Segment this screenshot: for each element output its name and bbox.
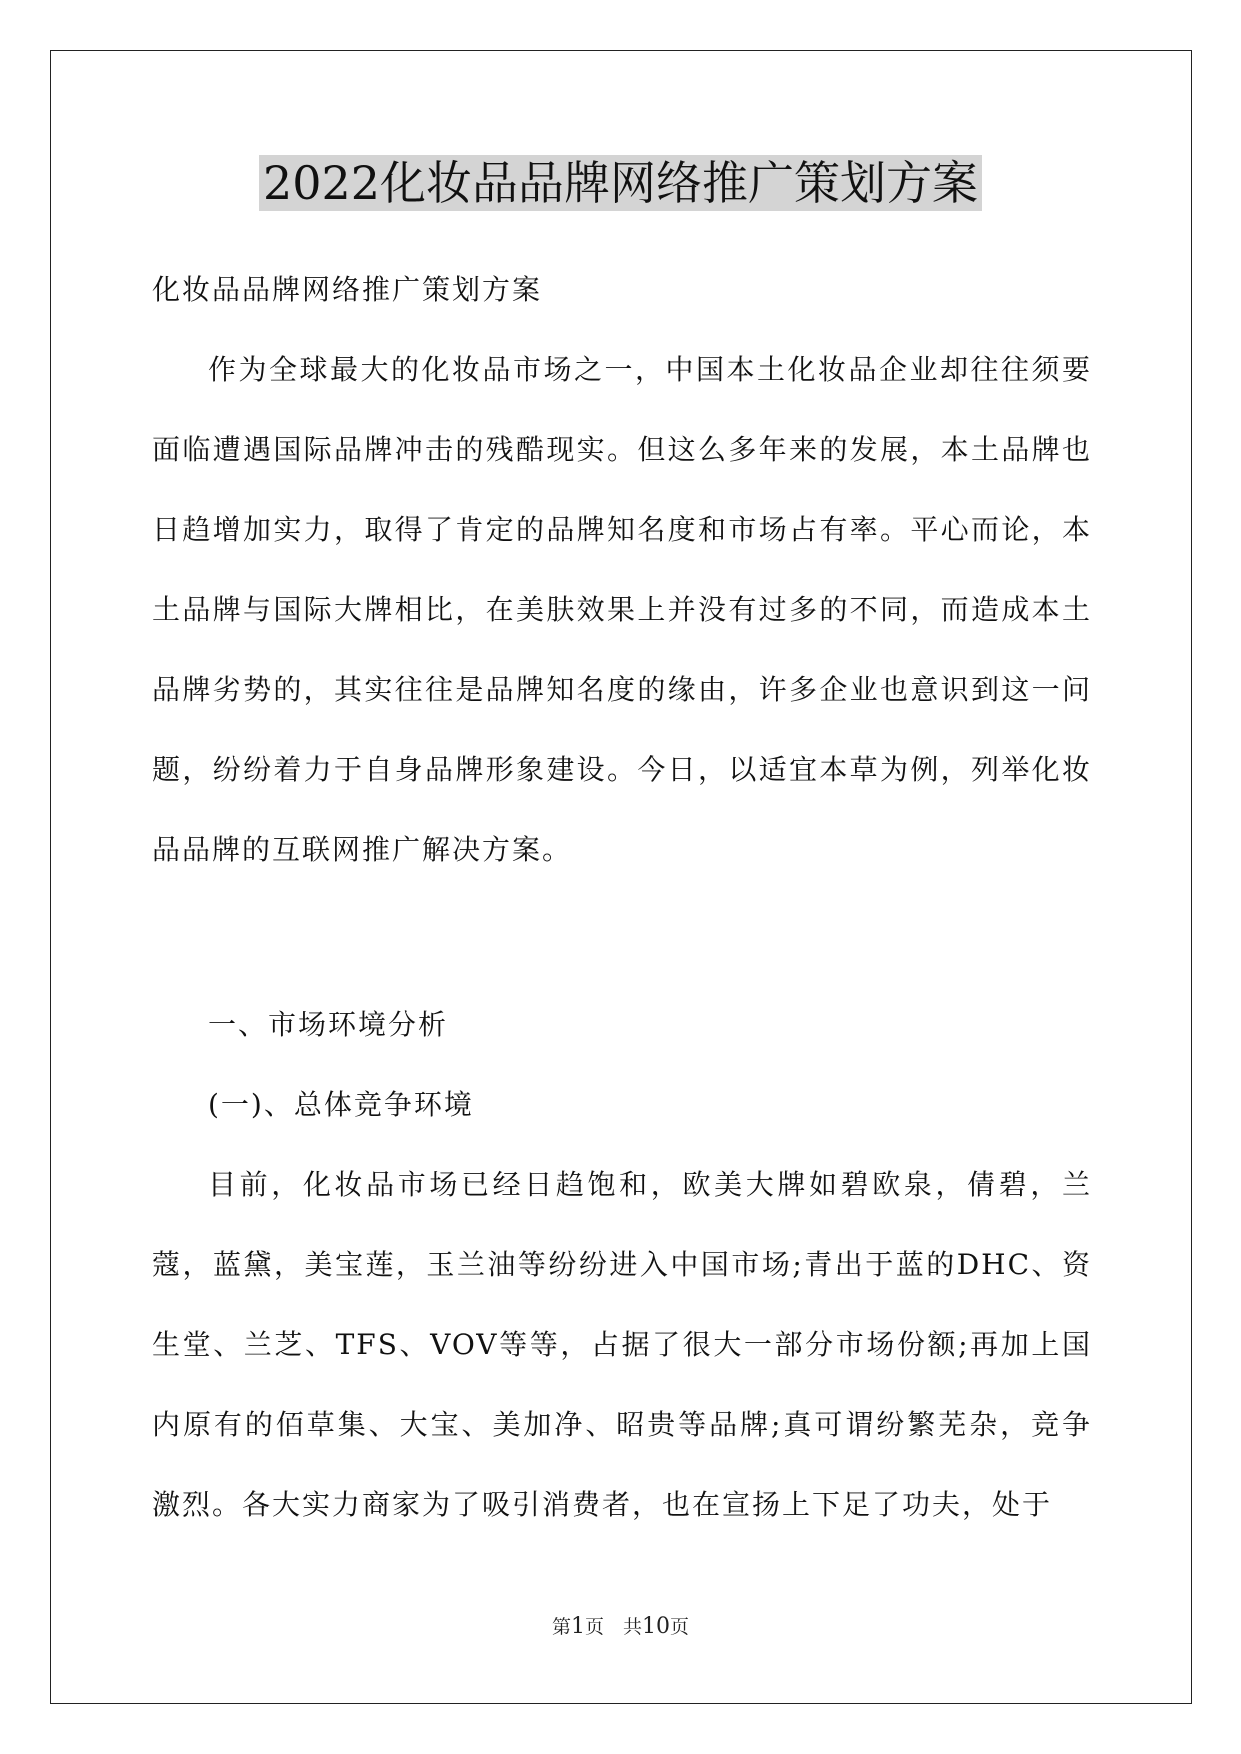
document-title: 2022化妆品品牌网络推广策划方案 (259, 155, 982, 211)
page-total: 10 (642, 1614, 670, 1639)
title-container (0, 155, 1241, 211)
paragraph-competition: 目前，化妆品市场已经日趋饱和，欧美大牌如碧欧泉，倩碧，兰蔻，蓝黛，美宝莲，玉兰油等纷纷进入中国市场;青出于蓝的DHC、资生堂、兰芝、TFS、VOV等等，占据了很大一部分市场份额;再加上国内原有的佰草集、大宝、美加净、昭贵等品牌;真可谓纷繁芜杂，竞争激烈。各大实力商家为了吸引消费者，也在宣扬上下足了功夫，处于 (152, 1168, 1092, 1521)
page-footer (0, 1612, 1241, 1639)
subsection-heading: (一)、总体竞争环境 (208, 1088, 474, 1121)
paragraph-intro: 作为全球最大的化妆品市场之一，中国本土化妆品企业却往往须要面临遭遇国际品牌冲击的残酷现实。但这么多年来的发展，本土品牌也日趋增加实力，取得了肯定的品牌知名度和市场占有率。平心而论，本土品牌与国际大牌相比，在美肤效果上并没有过多的不同，而造成本土品牌劣势的，其实往往是品牌知名度的缘由，许多企业也意识到这一问题，纷纷着力于自身品牌形象建设。今日，以适宜本草为例，列举化妆品品牌的互联网推广解决方案。 (152, 353, 1092, 866)
document-subtitle: 化妆品品牌网络推广策划方案 (152, 273, 543, 306)
page-mid: 页 共 (584, 1616, 642, 1638)
section-heading: 一、市场环境分析 (208, 1008, 449, 1041)
page-suffix: 页 (670, 1616, 690, 1638)
page-current: 1 (570, 1614, 585, 1639)
page-prefix: 第 (551, 1616, 571, 1638)
